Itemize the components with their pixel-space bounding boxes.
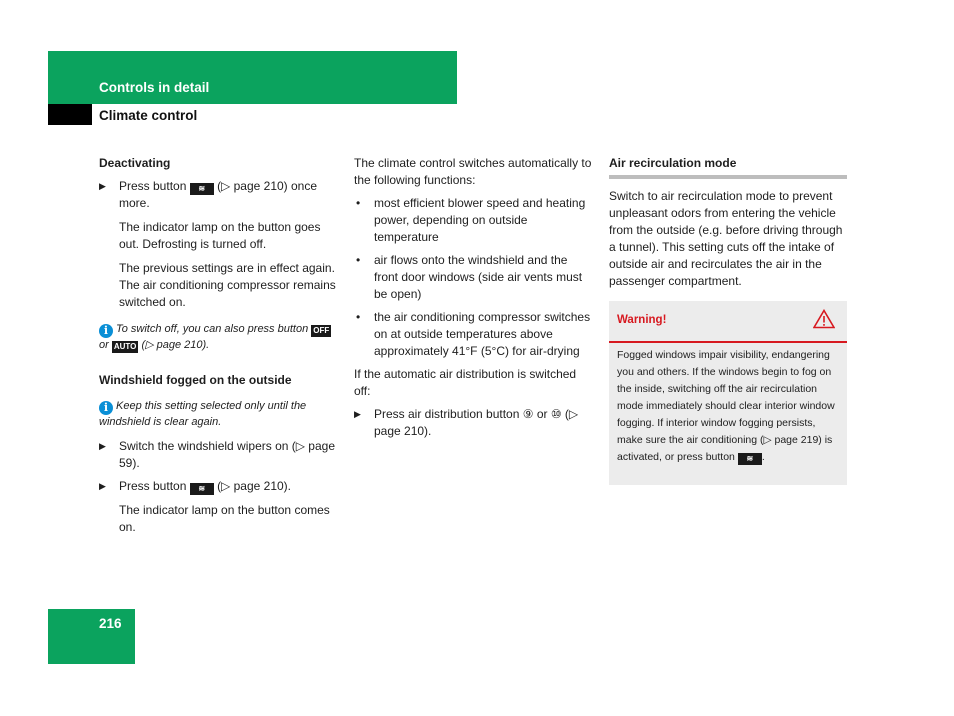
warning-text: Fogged windows impair visibility, endangering you and others. If the windows begin to fog on the inside, switching off the air recirculation mode immediately should clear interior window fogging. If interior window fogging persists, make sure the air conditioning (▷ page 219) is activated, or press button xyxy=(617,349,835,463)
note-text: To switch off, you can also press button xyxy=(116,323,309,335)
step-text: Press button xyxy=(119,479,187,493)
step-arrow-icon: ▶ xyxy=(99,441,106,451)
defrost-button-icon: ≋ xyxy=(190,183,214,195)
warning-triangle-icon xyxy=(813,309,835,329)
heading-air-recirculation: Air recirculation mode xyxy=(609,156,737,170)
subsection-title: Climate control xyxy=(99,108,198,123)
warning-end: . xyxy=(761,451,765,463)
defrost-button-icon: ≋ xyxy=(190,483,214,495)
step-text: Press button xyxy=(119,179,187,193)
page-number: 216 xyxy=(99,616,122,631)
step-arrow-icon: ▶ xyxy=(354,409,361,419)
step-air-distribution xyxy=(354,406,592,440)
heading-deactivating: Deactivating xyxy=(99,156,171,170)
note-or: or xyxy=(99,339,109,351)
list-item-text: the air conditioning compressor switches on at outside temperatures above approximately 41°F (5°C) for air-drying xyxy=(374,310,591,358)
warning-header xyxy=(609,301,847,343)
step-arrow-icon: ▶ xyxy=(99,181,106,191)
list-item-text: most efficient blower speed and heating power, depending on outside temperature xyxy=(374,196,586,244)
list-item xyxy=(354,252,592,303)
bullet-icon: • xyxy=(356,310,361,324)
paragraph: The previous settings are in effect again. The air conditioning compressor remains switched on. xyxy=(119,261,336,309)
info-icon: i xyxy=(99,324,113,338)
paragraph: If the automatic air distribution is switched off: xyxy=(354,367,577,398)
warning-title: Warning! xyxy=(617,314,667,326)
step-text-ref: (▷ page 210). xyxy=(217,479,292,493)
bullet-icon: • xyxy=(356,253,361,267)
list-item xyxy=(354,195,592,246)
step-text: Press air distribution button ⑨ or ⑩ (▷ page 210). xyxy=(374,407,579,438)
step-arrow-icon: ▶ xyxy=(99,481,106,491)
subsection-marker xyxy=(48,104,92,125)
header-band xyxy=(48,51,457,104)
heading-fogged-outside: Windshield fogged on the outside xyxy=(99,373,292,387)
heading-rule xyxy=(609,175,847,179)
middle-column xyxy=(354,155,592,440)
info-note xyxy=(99,322,337,353)
off-button-icon: OFF xyxy=(313,326,330,335)
info-note xyxy=(99,399,337,430)
warning-body xyxy=(609,343,847,466)
list-item-text: air flows onto the windshield and the front door windows (side air vents must be open) xyxy=(374,253,583,301)
note-text: Keep this setting selected only until the windshield is clear again. xyxy=(99,400,307,428)
right-column xyxy=(609,155,847,290)
info-icon: i xyxy=(99,401,113,415)
step-text-ref: (▷ page 210) once more. xyxy=(119,179,318,210)
paragraph: The indicator lamp on the button goes out. Defrosting is turned off. xyxy=(119,220,321,251)
warning-box xyxy=(609,301,847,485)
step-press-defrost xyxy=(99,178,337,212)
bullet-icon: • xyxy=(356,196,361,210)
step-press-defrost xyxy=(99,478,337,495)
left-column xyxy=(99,155,337,536)
section-title: Controls in detail xyxy=(99,80,210,95)
auto-button-icon: AUTO xyxy=(113,342,137,351)
note-ref: (▷ page 210). xyxy=(141,339,210,351)
paragraph: The indicator lamp on the button comes on. xyxy=(119,503,330,534)
paragraph: Switch to air recirculation mode to prevent unpleasant odors from entering the vehicle from the outside (e.g. before driving through a tunnel). This setting cuts off the intake of outside air and recirculates the air in the passenger compartment. xyxy=(609,189,843,288)
defrost-button-icon: ≋ xyxy=(738,453,762,465)
step-text: Switch the windshield wipers on (▷ page 59). xyxy=(119,439,336,470)
step-wipers xyxy=(99,438,337,472)
list-item xyxy=(354,309,592,360)
paragraph: The climate control switches automatically to the following functions: xyxy=(354,156,592,187)
